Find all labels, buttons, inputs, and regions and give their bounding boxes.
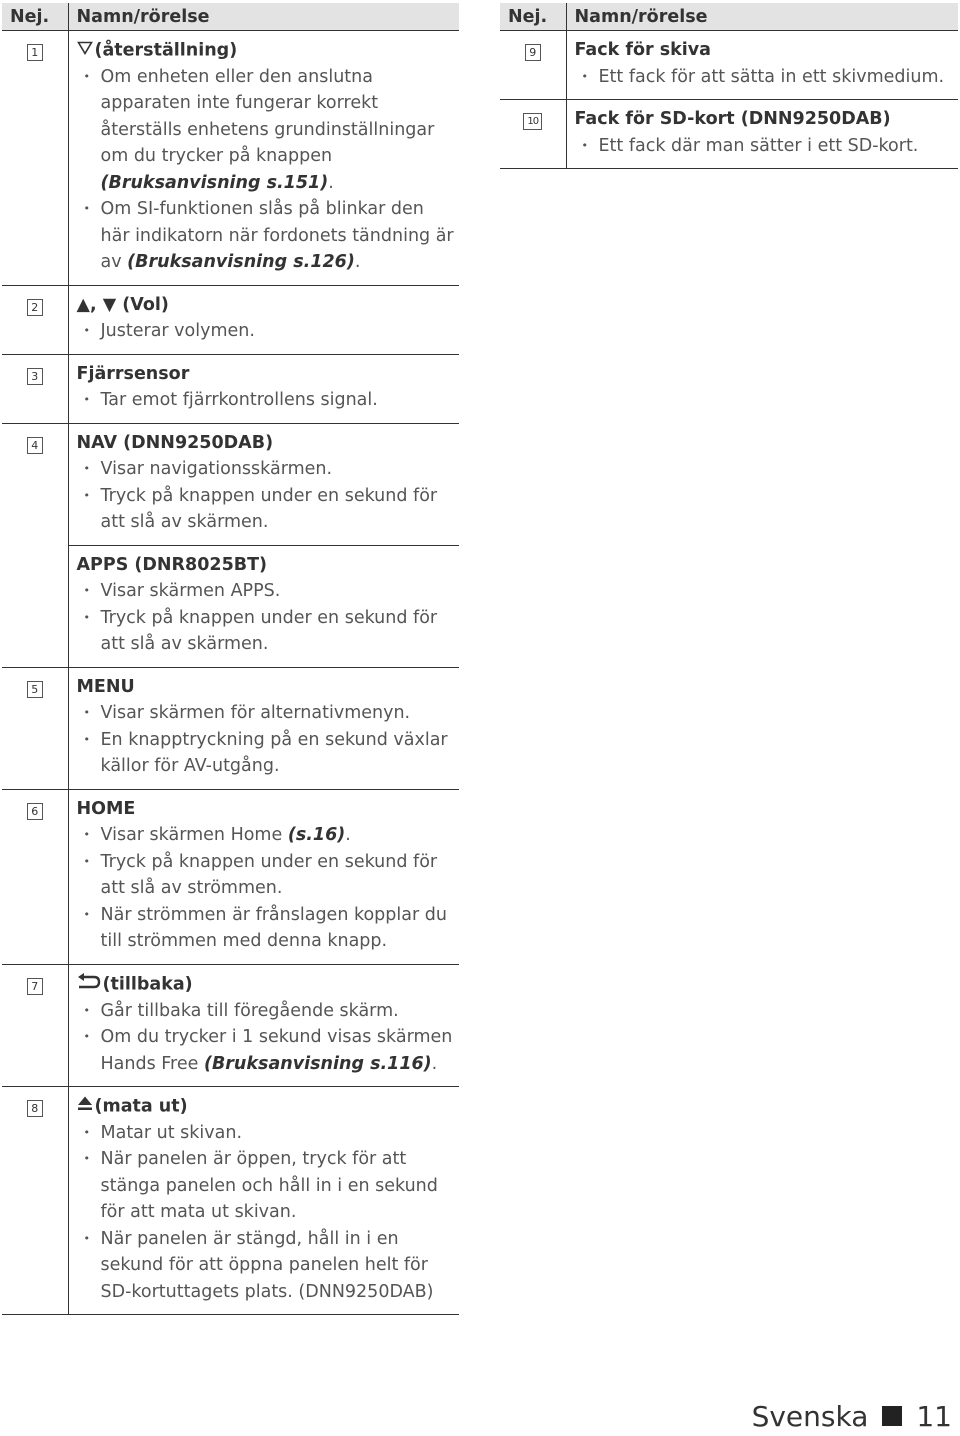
item-title-text: (tillbaka) (102, 974, 193, 994)
bullet-list (77, 822, 458, 955)
item-title-text: Fjärrsensor (76, 363, 190, 384)
row-number-cell (2, 667, 68, 789)
row-description-cell (68, 545, 459, 667)
table-row (500, 31, 958, 100)
item-title (77, 971, 458, 998)
row-description-cell (68, 354, 459, 423)
list-item (77, 849, 458, 902)
list-item (575, 133, 957, 160)
col-header-number: Nej. (2, 3, 68, 31)
row-description-cell (68, 667, 459, 789)
table-row (2, 964, 459, 1086)
item-title (77, 1093, 458, 1120)
eject-icon (77, 1093, 93, 1120)
list-item (77, 196, 458, 276)
row-number: 8 (27, 1100, 43, 1117)
row-number: 1 (27, 44, 43, 61)
back-arrow-icon (77, 971, 101, 998)
bullet-list (77, 456, 458, 536)
item-title (575, 37, 957, 64)
square-icon (882, 1406, 902, 1426)
list-item-text: Tryck på knappen under en sekund för att slå av skärmen. (100, 607, 438, 655)
list-item (77, 64, 458, 197)
list-item (77, 387, 458, 414)
list-item (77, 727, 458, 780)
list-item (77, 578, 458, 605)
list-item-text: En knapptryckning på en sekund växlar källor för AV-utgång. (100, 729, 448, 777)
list-item-text: Visar skärmen Home (100, 825, 288, 846)
triangle-down-outline-icon (77, 37, 93, 64)
row-description-cell (68, 31, 459, 286)
row-number-cell (2, 31, 68, 286)
row-description-cell (68, 423, 459, 545)
item-title-text: APPS (DNR8025BT) (76, 554, 268, 575)
item-title (77, 292, 458, 319)
list-item-text: Går tillbaka till föregående skärm. (100, 1000, 399, 1021)
row-description-cell (566, 100, 958, 169)
row-number: 6 (27, 803, 43, 820)
manual-reference: (Bruksanvisning s.151) (100, 172, 329, 193)
item-title-text: Fack för SD-kort (DNN9250DAB) (574, 109, 891, 129)
table-row (500, 100, 958, 169)
table-row (2, 285, 459, 354)
row-description-cell (68, 789, 459, 964)
list-item (77, 822, 458, 849)
item-title-text: (återställning) (94, 40, 238, 61)
manual-reference: (Bruksanvisning s.126) (127, 252, 355, 273)
list-item (77, 700, 458, 727)
table-header (500, 3, 958, 31)
page-number: 11 (916, 1399, 952, 1433)
page-footer (752, 1396, 952, 1436)
list-item (77, 1120, 458, 1147)
list-item-text: Om du trycker i 1 sekund visas skärmen Hands Free (100, 1027, 453, 1074)
list-item-text: Visar skärmen APPS. (100, 581, 281, 602)
bullet-list (77, 700, 458, 780)
footer-language: Svenska (751, 1399, 869, 1433)
manual-reference: (Bruksanvisning s.116) (203, 1053, 432, 1074)
item-title-text: HOME (76, 798, 136, 819)
bullet-list (77, 387, 458, 414)
table-row (2, 31, 459, 286)
row-number: 5 (27, 681, 43, 698)
right-table (500, 3, 958, 169)
list-item (77, 605, 458, 658)
list-item-text: Ett fack för att sätta in ett skivmedium. (598, 66, 945, 87)
item-title (77, 674, 458, 701)
list-item-text: När panelen är öppen, tryck för att stänga panelen och håll in i en sekund för att mata ut skivan. (100, 1149, 438, 1223)
list-item (575, 64, 957, 91)
bullet-list (77, 578, 458, 658)
list-item (77, 483, 458, 536)
item-title-text: ▲, ▼ (Vol) (76, 294, 169, 315)
list-item-text: När strömmen är frånslagen kopplar du till strömmen med denna knapp. (100, 904, 447, 952)
list-item-text: Justerar volymen. (100, 321, 255, 342)
list-item-text: Om enheten eller den anslutna apparaten inte fungerar korrekt återställs enhetens grundinställningar om du trycker på knappen (100, 66, 435, 167)
row-number-cell (2, 423, 68, 545)
item-title (77, 37, 458, 64)
left-table-body (2, 31, 459, 1315)
list-item (77, 998, 458, 1025)
list-item-text: Visar skärmen för alternativmenyn. (100, 703, 411, 724)
item-title (77, 552, 458, 579)
bullet-list (77, 1120, 458, 1306)
right-table-body (500, 31, 958, 169)
list-item (77, 318, 458, 345)
list-item-text: . (328, 172, 334, 193)
list-item (77, 902, 458, 955)
list-item-text: . (345, 825, 351, 846)
col-header-number: Nej. (500, 3, 566, 31)
row-number-cell (2, 1087, 68, 1315)
list-item-text: Visar navigationsskärmen. (100, 459, 333, 480)
table-row (2, 1087, 459, 1315)
list-item-text: Tryck på knappen under en sekund för att slå av skärmen. (100, 485, 438, 533)
row-description-cell (68, 1087, 459, 1315)
item-title-text: MENU (76, 676, 135, 697)
row-number: 3 (27, 368, 43, 385)
item-title-text: Fack för skiva (574, 40, 711, 60)
bullet-list (77, 318, 458, 345)
col-header-name: Namn/rörelse (68, 3, 459, 31)
table-row (2, 354, 459, 423)
row-number: 4 (27, 437, 43, 454)
row-number-cell (500, 100, 566, 169)
list-item (77, 1226, 458, 1306)
row-number: 10 (523, 113, 542, 130)
list-item-text: . (431, 1053, 438, 1074)
list-item-text: Matar ut skivan. (100, 1122, 243, 1143)
row-number-cell (500, 31, 566, 100)
list-item-text: Tar emot fjärrkontrollens signal. (100, 390, 378, 411)
item-title (575, 106, 957, 133)
table-row (2, 667, 459, 789)
bullet-list (575, 64, 957, 91)
bullet-list (77, 998, 458, 1078)
list-item-text: Om SI-funktionen slås på blinkar den här indikatorn när fordonets tändning är av (100, 199, 454, 273)
list-item (77, 1146, 458, 1226)
item-title (77, 796, 458, 823)
list-item-text: Tryck på knappen under en sekund för att slå av strömmen. (100, 851, 438, 899)
table-header (2, 3, 459, 31)
left-table (2, 3, 459, 1315)
row-number-cell (2, 789, 68, 964)
row-number: 7 (27, 978, 43, 995)
row-number-cell (2, 964, 68, 1086)
bullet-list (575, 133, 957, 160)
row-number: 2 (27, 299, 43, 316)
row-number: 9 (525, 44, 541, 61)
bullet-list (77, 64, 458, 276)
item-title (77, 361, 458, 388)
list-item (77, 456, 458, 483)
row-number-cell (2, 285, 68, 354)
table-row (2, 423, 459, 545)
manual-reference: (s.16) (287, 825, 346, 846)
list-item-text: När panelen är stängd, håll in i en sekund för att öppna panelen helt för SD-kortuttagets plats. (DNN9250DAB) (100, 1228, 434, 1302)
table-row (2, 545, 459, 667)
row-number-cell (2, 545, 68, 667)
col-header-name: Namn/rörelse (566, 3, 958, 31)
item-title (77, 430, 458, 457)
item-title-text: NAV (DNN9250DAB) (76, 432, 274, 453)
row-number-cell (2, 354, 68, 423)
list-item (77, 1024, 458, 1077)
item-title-text: (mata ut) (94, 1096, 188, 1117)
row-description-cell (566, 31, 958, 100)
list-item-text: Ett fack där man sätter i ett SD-kort. (598, 135, 919, 156)
list-item-text: . (354, 252, 361, 273)
row-description-cell (68, 964, 459, 1086)
table-row (2, 789, 459, 964)
row-description-cell (68, 285, 459, 354)
